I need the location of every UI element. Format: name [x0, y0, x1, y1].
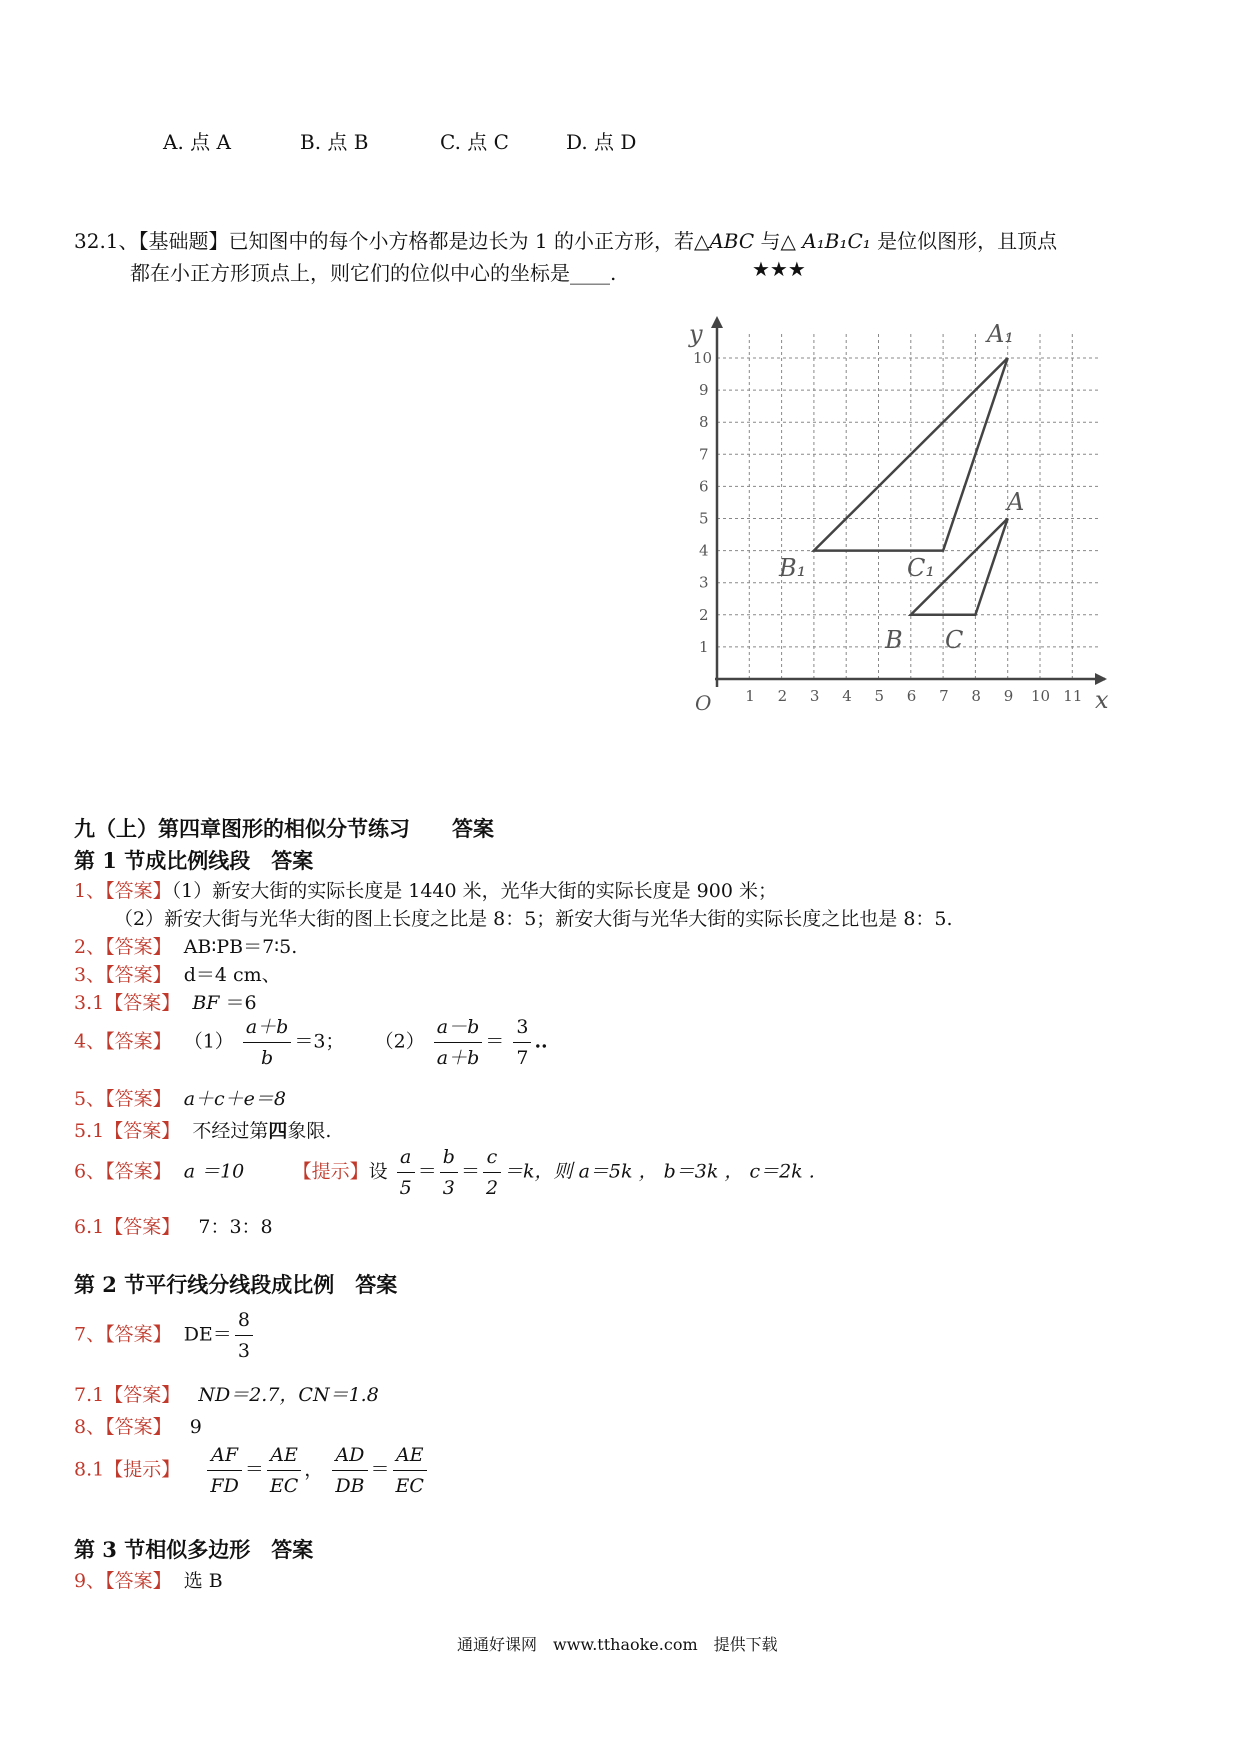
separator: ， [304, 1458, 324, 1481]
y-tick-label: 4 [699, 541, 709, 560]
answer-7 [74, 1305, 256, 1366]
answer-end: .. [534, 1030, 548, 1053]
answer-tag: 【答案】 [105, 880, 172, 902]
answer-tag: 【答案】 [104, 992, 181, 1014]
difficulty-stars: ★★★ [752, 257, 806, 281]
coordinate-figure [675, 312, 1115, 722]
y-tick-label: 3 [699, 573, 709, 592]
x-tick-label: 4 [842, 687, 852, 705]
answer-text: a＋c＋e＝8 [183, 1088, 287, 1110]
answer-text: ND＝2.7，CN＝1.8 [198, 1384, 379, 1406]
fraction-b-over-3: $\frac{b}{3}$ [440, 1142, 458, 1203]
answer-text: 9 [189, 1416, 202, 1438]
answer-text: 象限. [287, 1120, 332, 1142]
answer-2 [74, 932, 297, 959]
answer-tag: 【答案】 [105, 936, 172, 958]
answer-emphasis: 四 [268, 1120, 288, 1142]
point-b-label: B [885, 626, 903, 654]
y-tick-label: 6 [699, 477, 709, 496]
fraction-ae-over-ec-2: $\frac{AE}{EC}$ [393, 1440, 427, 1501]
x-tick-label: 6 [906, 687, 917, 705]
footer: 通通好课网 www.tthaoke.com 提供下载 [457, 1635, 778, 1654]
hint-text: ＝k，则 a＝5k ， b＝3k ， c＝2k . [504, 1160, 815, 1183]
answer-number: 5、 [74, 1088, 106, 1110]
point-c-label: C [945, 626, 964, 654]
answer-9 [74, 1566, 223, 1593]
section-3-title: 第 3 节相似多边形 答案 [74, 1537, 314, 1562]
question-line-1 [74, 225, 1057, 254]
y-tick-label: 10 [693, 349, 713, 367]
answer-text: 选 B [183, 1570, 223, 1592]
answer-tag: 【答案】 [104, 1384, 181, 1406]
answer-6-1 [74, 1212, 273, 1239]
question-number: 32.1、 [74, 229, 139, 253]
answer-3 [74, 960, 281, 987]
answer-number: 3.1 [74, 992, 105, 1014]
answer-number: 9、 [74, 1570, 106, 1592]
answer-number: 3、 [74, 964, 106, 986]
answer-tag: 【答案】 [104, 1216, 181, 1238]
fraction-ae-over-ec: $\frac{AE}{EC}$ [267, 1440, 301, 1501]
hint-tag: 【提示】 [292, 1160, 369, 1183]
y-tick-label: 5 [699, 509, 709, 528]
answer-1-line-2: （2）新安大街与光华大街的图上长度之比是 8：5；新安大街与光华大街的实际长度之比也是 8：5. [114, 908, 953, 930]
hint-text: 设 [368, 1160, 388, 1183]
answer-number: 1、 [74, 880, 106, 902]
answer-number: 8、 [74, 1416, 106, 1438]
fraction-a-minus-b-over-a-plus-b: $\frac{a-b}{a+b}$ [434, 1012, 483, 1073]
section-1-title: 第 1 节成比例线段 答案 [74, 848, 314, 873]
fraction-ad-over-db: $\frac{AD}{DB}$ [332, 1440, 367, 1501]
point-a-label: A [1007, 488, 1025, 516]
fraction-3-over-7: $\frac{3}{7}$ [513, 1012, 531, 1073]
answer-part-1: （1） [183, 1030, 234, 1053]
fraction-c-over-2: $\frac{c}{2}$ [483, 1142, 501, 1203]
point-b1-label: B₁ [779, 554, 807, 582]
y-tick-label: 9 [699, 381, 709, 400]
origin-label: O [695, 691, 712, 715]
answer-number: 7、 [74, 1323, 106, 1346]
question-line-2: 都在小正方形顶点上，则它们的位似中心的坐标是____. [130, 261, 617, 285]
answer-4 [74, 1012, 548, 1073]
x-axis-label: x [1095, 686, 1109, 714]
x-tick-label: 11 [1063, 687, 1083, 705]
question-text: 是位似图形，且顶点 [870, 229, 1058, 253]
answer-tag: 【答案】 [105, 964, 172, 986]
answer-text: （1）新安大街的实际长度是 1440 米，光华大街的实际长度是 900 米； [171, 880, 777, 902]
question-text: 已知图中的每个小方格都是边长为 1 的小正方形，若△ [228, 229, 710, 253]
answer-number: 5.1 [74, 1120, 105, 1142]
x-tick-label: 1 [745, 687, 755, 705]
answer-text: AB∶PB＝7∶5. [183, 936, 298, 958]
answer-5 [74, 1084, 286, 1111]
hint-tag: 【提示】 [104, 1458, 181, 1481]
answer-tag: 【答案】 [105, 1160, 172, 1183]
answer-tag: 【答案】 [105, 1323, 172, 1346]
answer-text: a ＝10 [183, 1160, 245, 1183]
answer-5-1 [74, 1116, 331, 1143]
answer-3-1 [74, 988, 257, 1015]
answer-part-2: （2） [374, 1030, 425, 1053]
x-tick-label: 5 [874, 687, 885, 705]
answer-tag: 【答案】 [105, 1030, 172, 1053]
y-tick-label: 8 [699, 413, 709, 432]
x-tick-label: 2 [777, 687, 788, 705]
fraction-af-over-fd: $\frac{AF}{FD}$ [207, 1440, 241, 1501]
answer-1 [74, 876, 777, 903]
answer-tag: 【答案】 [105, 1570, 172, 1592]
answer-tag: 【答案】 [104, 1120, 181, 1142]
answer-number: 7.1 [74, 1384, 105, 1406]
answer-number: 2、 [74, 936, 106, 958]
option-c: C. 点 C [440, 130, 509, 154]
point-a1-label: A₁ [987, 320, 1014, 348]
answer-number: 8.1 [74, 1458, 105, 1481]
option-b: B. 点 B [300, 130, 369, 154]
option-d: D. 点 D [566, 130, 637, 154]
answer-tag: 【答案】 [105, 1416, 172, 1438]
equals-sign: ＝ [370, 1458, 390, 1481]
answer-8-1 [74, 1440, 430, 1501]
x-tick-label: 10 [1031, 687, 1051, 705]
section-2-title: 第 2 节平行线分线段成比例 答案 [74, 1272, 398, 1297]
fraction-8-over-3: $\frac{8}{3}$ [235, 1305, 253, 1366]
answer-number: 4、 [74, 1030, 106, 1053]
answer-text: ＝3； [294, 1030, 345, 1053]
question-text: 与△ [754, 229, 803, 253]
triangle-a1b1c1: A₁B₁C₁ [802, 229, 871, 253]
x-tick-label: 3 [809, 687, 820, 705]
answer-number: 6、 [74, 1160, 106, 1183]
answer-tag: 【答案】 [105, 1088, 172, 1110]
y-tick-label: 1 [699, 637, 709, 656]
point-c1-label: C₁ [907, 554, 935, 582]
answer-number: 6.1 [74, 1216, 105, 1238]
grid-lines [717, 332, 1098, 679]
equals-sign: ＝ [460, 1160, 480, 1183]
x-tick-label: 7 [939, 687, 949, 705]
fraction-a-over-5: $\frac{a}{5}$ [397, 1142, 415, 1203]
triangle-abc: ABC [709, 229, 755, 253]
answer-variable: BF [192, 992, 220, 1014]
x-axis-arrow [1095, 673, 1107, 685]
answer-text: DE＝ [183, 1323, 232, 1346]
x-tick-label: 9 [1003, 687, 1014, 705]
answer-8 [74, 1412, 202, 1439]
option-a: A. 点 A [163, 130, 231, 154]
answers-title: 九（上）第四章图形的相似分节练习 答案 [74, 816, 494, 841]
y-tick-label: 2 [699, 605, 709, 624]
answer-7-1 [74, 1380, 379, 1407]
answer-text: 7：3：8 [198, 1216, 273, 1238]
y-axis-label: y [689, 320, 703, 348]
equals-sign: ＝ [485, 1030, 505, 1053]
y-axis-arrow [711, 316, 723, 328]
question-tag: 【基础题】 [138, 229, 229, 253]
equals-sign: ＝ [417, 1160, 437, 1183]
answer-text: d＝4 cm、 [183, 964, 281, 986]
answer-text: ＝6 [219, 992, 257, 1014]
answer-6 [74, 1142, 815, 1203]
fraction-a-plus-b-over-b: $\frac{a+b}{b}$ [243, 1012, 292, 1073]
equals-sign: ＝ [244, 1458, 264, 1481]
y-tick-label: 7 [699, 445, 709, 464]
answer-text: 不经过第 [192, 1120, 269, 1142]
x-tick-label: 8 [971, 687, 981, 705]
